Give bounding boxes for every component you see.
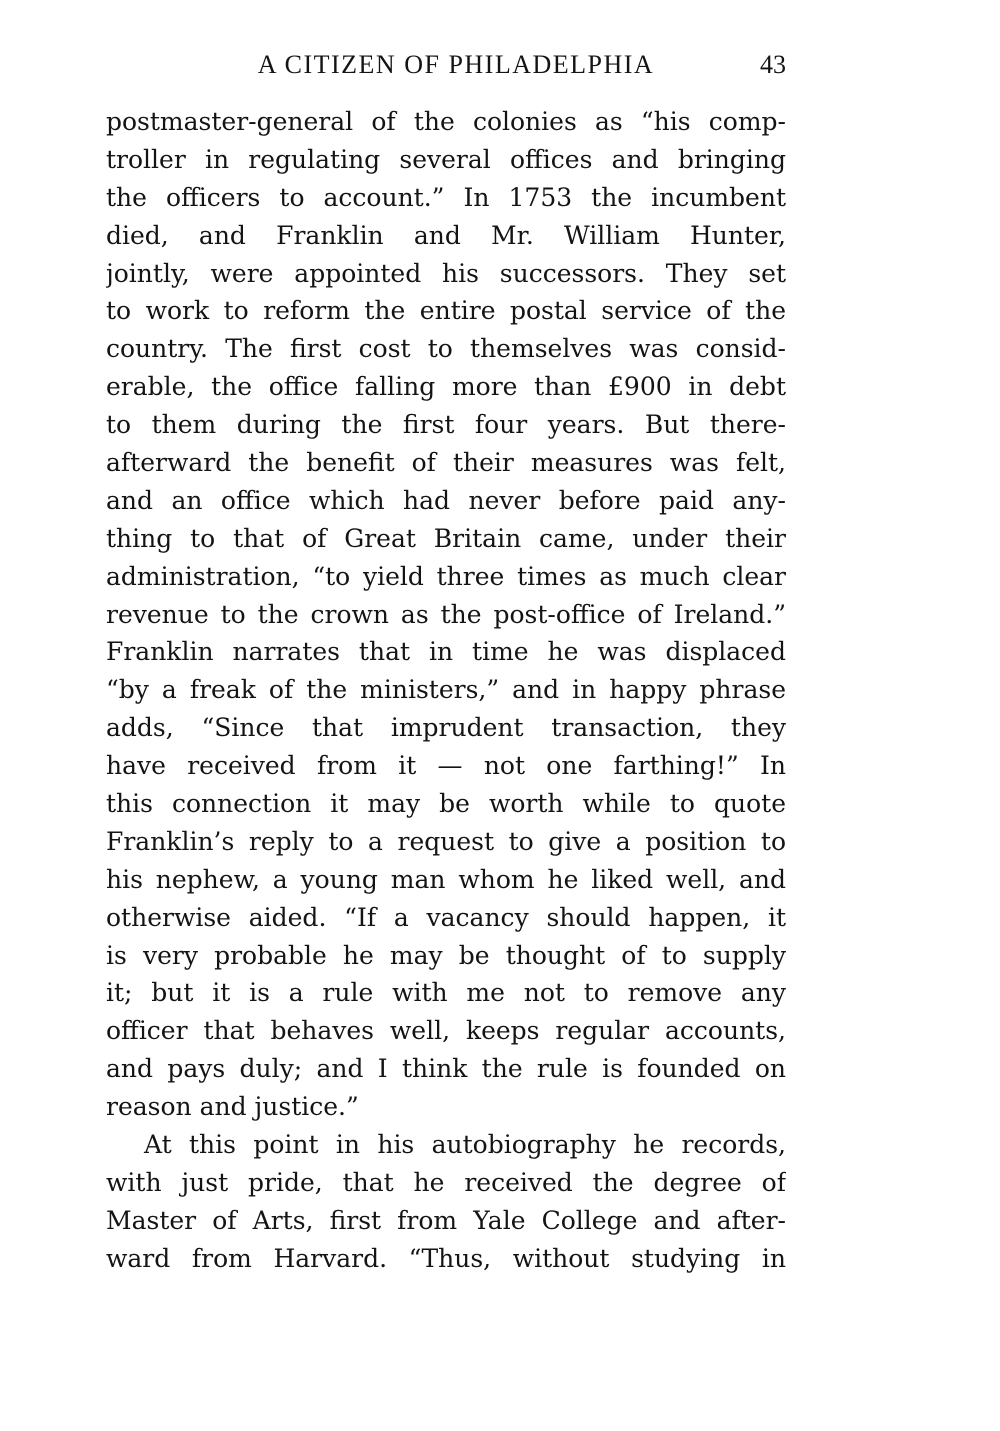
text-line: thing to that of Great Britain came, under their (106, 523, 786, 553)
running-head (108, 48, 788, 88)
text-line: otherwise aided. “If a vacancy should happen, it (106, 902, 786, 932)
text-line: erable, the office falling more than £900 in debt (106, 372, 786, 402)
text-line: Franklin’s reply to a request to give a position to (106, 826, 786, 856)
text-line: administration, “to yield three times as much clear (106, 561, 786, 591)
text-line: Franklin narrates that in time he was displaced (106, 637, 786, 667)
text-line: and an office which had never before paid any- (106, 485, 786, 515)
text-line: have received from it — not one farthing!” In (106, 751, 786, 781)
text-line: it; but it is a rule with me not to remove any (106, 978, 786, 1008)
text-line: postmaster-general of the colonies as “his comp- (106, 107, 786, 136)
text-line: troller in regulating several offices and bringing (106, 144, 786, 174)
text-line: his nephew, a young man whom he liked well, and (106, 864, 786, 894)
text-line: ward from Harvard. “Thus, without studying in (106, 1243, 786, 1273)
text-line: died, and Franklin and Mr. William Hunter, (106, 220, 786, 250)
text-line: jointly, were appointed his successors. They set (106, 258, 786, 288)
text-line: to them during the first four years. But there- (106, 410, 786, 440)
text-line: is very probable he may be thought of to supply (106, 940, 786, 970)
text-line: afterward the benefit of their measures was felt, (106, 448, 786, 478)
text-line: Master of Arts, first from Yale College and after- (106, 1205, 786, 1235)
body-text (106, 103, 786, 1278)
running-title: A CITIZEN OF PHILADELPHIA (257, 50, 655, 79)
text-line: country. The first cost to themselves was consid- (106, 334, 786, 364)
text-line: adds, “Since that imprudent transaction, they (106, 713, 786, 743)
text-line: “by a freak of the ministers,” and in happy phrase (106, 675, 786, 705)
text-line: with just pride, that he received the degree of (106, 1167, 786, 1197)
text-line: officer that behaves well, keeps regular accounts, (106, 1016, 786, 1046)
text-line: and pays duly; and I think the rule is founded on (106, 1054, 786, 1084)
text-line: the officers to account.” In 1753 the incumbent (106, 182, 786, 212)
text-line: reason and justice.” (106, 1092, 359, 1122)
text-line: to work to reform the entire postal service of the (106, 296, 786, 326)
text-line: this connection it may be worth while to quote (106, 789, 786, 819)
text-line: At this point in his autobiography he records, (144, 1130, 786, 1160)
page-number: 43 (760, 50, 786, 79)
text-line: revenue to the crown as the post-office of Ireland.” (106, 599, 786, 629)
